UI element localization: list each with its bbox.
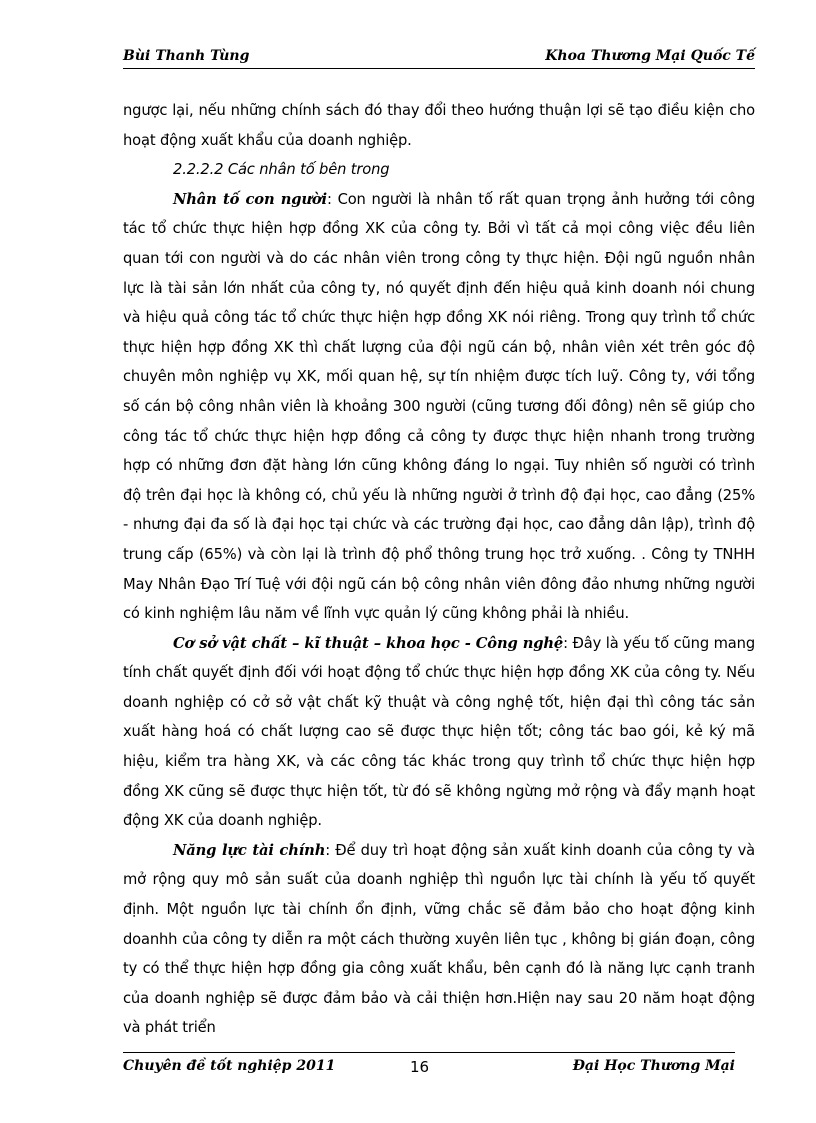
paragraph-text: : Đây là yếu tố cũng mang tính chất quyết định đối với hoạt động tổ chức thực hiện hợp đồng XK của công ty. Nếu doanh nghiệp có cở sở vật chất kỹ thuật và công nghệ tốt, hiện đại thì công tác sản xuất hàng hoá có chất lượng cao sẽ được thực hiện tốt; công tác bao gói, kẻ ký mã hiệu, kiểm tra hàng XK, và các công tác khác trong quy trình tổ chức thực hiện hợp đồng XK cũng sẽ được thực hiện tốt, từ đó sẽ không ngừng mở rộng và đẩy mạnh hoạt động XK của doanh nghiệp. [123, 634, 755, 830]
footer-thesis-label: Chuyên đề tốt nghiệp 2011 [123, 1058, 336, 1074]
paragraph-human-factor [123, 185, 755, 629]
page-header [123, 48, 755, 69]
paragraph-text: : Để duy trì hoạt động sản xuất kinh doanh của công ty và mở rộng quy mô sản suất của doanh nghiệp thì nguồn lực tài chính là yếu tố quyết định. Một nguồn lực tài chính ổn định, vững chắc sẽ đảm bảo cho hoạt động kinh doanhh của công ty diễn ra một cách thường xuyên liên tục , không bị gián đoạn, công ty có thể thực hiện hợp đồng gia công xuất khẩu, bên cạnh đó là năng lực cạnh tranh của doanh nghiệp sẽ được đảm bảo và cải thiện hơn.Hiện nay sau 20 năm hoạt động và phát triển [123, 841, 756, 1037]
paragraph-finance-factor [123, 836, 755, 1043]
paragraph-continuation: ngược lại, nếu những chính sách đó thay đổi theo hướng thuận lợi sẽ tạo điều kiện cho hoạt động xuất khẩu của doanh nghiệp. [123, 102, 755, 149]
paragraph-text: : Con người là nhân tố rất quan trọng ảnh hưởng tới công tác tổ chức thực hiện hợp đồng XK của công ty. Bởi vì tất cả mọi công việc đều liên quan tới con người và do các nhân viên trong công ty thực hiện. Đội ngũ nguồn nhân lực là tài sản lớn nhất của công ty, nó quyết định đến hiệu quả kinh doanh nói chung và hiệu quả công tác tổ chức thực hiện hợp đồng XK nói riêng. Trong quy trình tổ chức thực hiện hợp đồng XK thì chất lượng của đội ngũ cán bộ, nhân viên xét trên góc độ chuyên môn nghiệp vụ XK, mối quan hệ, sự tín nhiệm được tích luỹ. Công ty, với tổng số cán bộ công nhân viên là khoảng 300 người (cũng tương đối đông) nên sẽ giúp cho công tác tổ chức thực hiện hợp đồng cả công ty được thực hiện nhanh trong trường hợp có những đơn đặt hàng lớn cũng không đáng lo ngại. Tuy nhiên số người có trình độ trên đại học là không có, chủ yếu là những người ở trình độ đại học, cao đẳng (25% - nhưng đại đa số là đại học tại chức và các trường đại học, cao đẳng dân lập), trình độ trung cấp (65%) và còn lại là trình độ phổ thông trung học trở xuống. . Công ty TNHH May Nhân Đạo Trí Tuệ với đội ngũ cán bộ công nhân viên đông đảo nhưng những người có kinh nghiệm lâu năm về lĩnh vực quản lý cũng không phải là nhiều. [123, 190, 755, 623]
paragraph-lead: Năng lực tài chính [173, 841, 326, 859]
document-body [123, 96, 755, 1043]
page-number: 16 [410, 1058, 430, 1076]
paragraph-lead: Cơ sở vật chất – kĩ thuật – khoa học - Công nghệ [173, 634, 564, 652]
footer-university: Đại Học Thương Mại [572, 1058, 735, 1074]
header-author: Bùi Thanh Tùng [123, 48, 250, 64]
header-faculty: Khoa Thương Mại Quốc Tế [545, 48, 755, 64]
page-footer [123, 1052, 735, 1083]
paragraph-technology-factor [123, 629, 755, 836]
section-heading: 2.2.2.2 Các nhân tố bên trong [173, 161, 390, 179]
paragraph-lead: Nhân tố con người [173, 190, 327, 208]
